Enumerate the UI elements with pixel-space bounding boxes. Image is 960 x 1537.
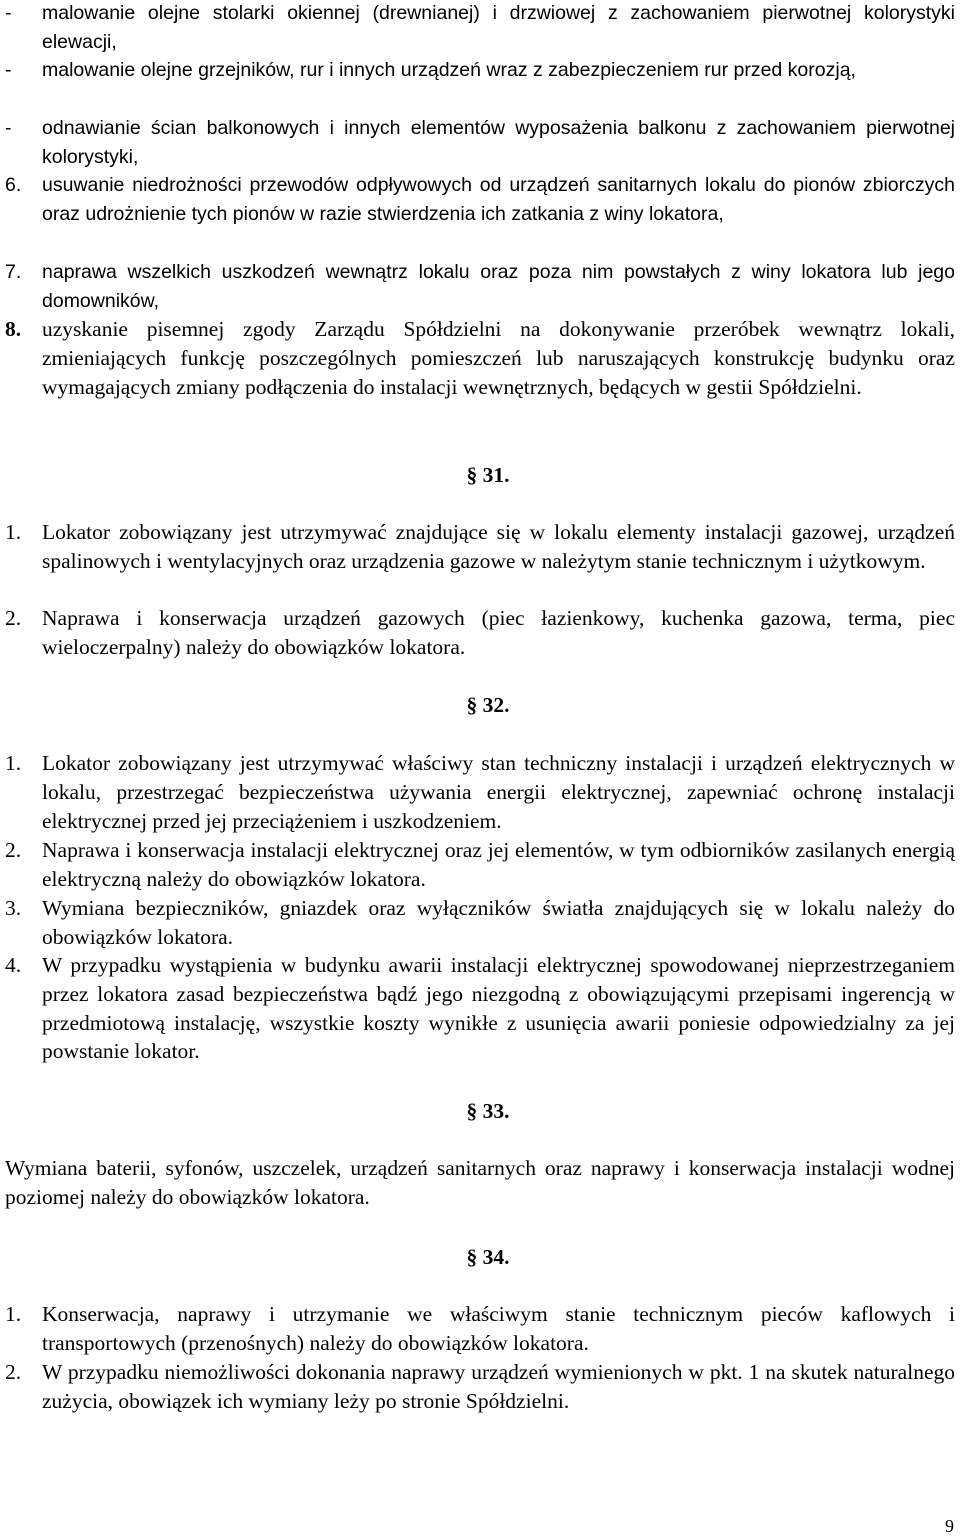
list-item-text: Lokator zobowiązany jest utrzymywać właściwy stan techniczny instalacji i urządzeń elektrycznych w lokalu, przestrzegać bezpieczeństwa używania energii elektrycznej, zapewniać ochronę instalacji elektrycznej przed jej przeciążeniem i uszkodzeniem.: [42, 751, 955, 833]
list-item: [5, 0, 955, 57]
list-item-text: naprawa wszelkich uszkodzeń wewnątrz lokalu oraz poza nim powstałych z winy lokatora lub jego domowników,: [42, 261, 955, 312]
list-item: [5, 315, 955, 401]
list-number: 6.: [5, 174, 22, 196]
list-item-text: Naprawa i konserwacja instalacji elektrycznej oraz jej elementów, w tym odbiorników zasilanych energią elektryczną należy do obowiązków lokatora.: [42, 838, 955, 891]
list-item: [5, 836, 955, 894]
list-item: [5, 56, 955, 85]
list-item: [5, 894, 955, 952]
list-item-text: W przypadku wystąpienia w budynku awarii instalacji elektrycznej spowodowanej nieprzestrzeganiem przez lokatora zasad bezpieczeństwa bądź jego niezgodną z obowiązującymi przepisami ingerencją w przedmiotową instalację, wszystkie koszty wynikłe z usunięcia awarii poniesie odpowiedzialny za jej powstanie lokator.: [42, 953, 955, 1064]
list-number: 3.: [5, 896, 22, 920]
list-number: 4.: [5, 953, 22, 977]
list-number: 1.: [5, 751, 22, 775]
list-item-text: uzyskanie pisemnej zgody Zarządu Spółdzielni na dokonywanie przeróbek wewnątrz lokali, zmieniających funkcję poszczególnych pomieszczeń lub naruszających konstrukcję budynku oraz wymagających zmiany podłączenia do instalacji wewnętrznych, będących w gestii Spółdzielni.: [42, 317, 955, 399]
list-item: [5, 114, 955, 172]
list-item: [5, 171, 955, 229]
list-number: 1.: [5, 1302, 22, 1326]
section-heading: § 33.: [466, 1099, 510, 1123]
list-item-text: Naprawa i konserwacja urządzeń gazowych (piec łazienkowy, kuchenka gazowa, terma, piec wieloczerpalny) należy do obowiązków lokatora.: [42, 606, 955, 659]
list-item-text: W przypadku niemożliwości dokonania naprawy urządzeń wymienionych w pkt. 1 na skutek naturalnego zużycia, obowiązek ich wymiany leży po stronie Spółdzielni.: [42, 1360, 955, 1413]
section-heading: § 32.: [466, 693, 510, 717]
list-number: 2.: [5, 838, 22, 862]
list-item: [5, 749, 955, 835]
list-item: [5, 518, 955, 576]
list-number: 7.: [5, 261, 22, 283]
section-heading: § 34.: [466, 1245, 510, 1269]
list-item: [5, 604, 955, 662]
list-item-text: Lokator zobowiązany jest utrzymywać znajdujące się w lokalu elementy instalacji gazowej, urządzeń spalinowych i wentylacyjnych oraz urządzenia gazowe w należytym stanie technicznym i użytkowym.: [42, 520, 955, 573]
list-item-text: malowanie olejne grzejników, rur i innych urządzeń wraz z zabezpieczeniem rur przed korozją,: [42, 59, 856, 81]
list-number: 2.: [5, 606, 22, 630]
list-marker: -: [5, 2, 12, 24]
list-marker: -: [5, 117, 12, 139]
list-item-text: usuwanie niedrożności przewodów odpływowych od urządzeń sanitarnych lokalu do pionów zbiorczych oraz udrożnienie tych pionów w razie stwierdzenia ich zatkania z winy lokatora,: [42, 174, 955, 225]
list-item-text: Konserwacja, naprawy i utrzymanie we właściwym stanie technicznym pieców kaflowych i transportowych (przenośnych) należy do obowiązków lokatora.: [42, 1302, 955, 1355]
list-number: 8.: [5, 317, 22, 341]
list-item: [5, 1300, 955, 1358]
section-paragraph: Wymiana baterii, syfonów, uszczelek, urządzeń sanitarnych oraz naprawy i konserwacja instalacji wodnej poziomej należy do obowiązków lokatora.: [5, 1156, 955, 1209]
list-item-text: malowanie olejne stolarki okiennej (drewnianej) i drzwiowej z zachowaniem pierwotnej kolorystyki elewacji,: [42, 2, 955, 53]
list-item-text: odnawianie ścian balkonowych i innych elementów wyposażenia balkonu z zachowaniem pierwotnej kolorystyki,: [42, 117, 955, 168]
list-item-text: Wymiana bezpieczników, gniazdek oraz wyłączników światła znajdujących się w lokalu należy do obowiązków lokatora.: [42, 896, 955, 949]
list-number: 2.: [5, 1360, 22, 1384]
list-item: [5, 258, 955, 316]
list-number: 1.: [5, 520, 22, 544]
page-number: 9: [945, 1516, 954, 1536]
list-marker: -: [5, 59, 12, 81]
list-item: [5, 1358, 955, 1416]
list-item: [5, 951, 955, 1066]
section-heading: § 31.: [466, 463, 510, 487]
